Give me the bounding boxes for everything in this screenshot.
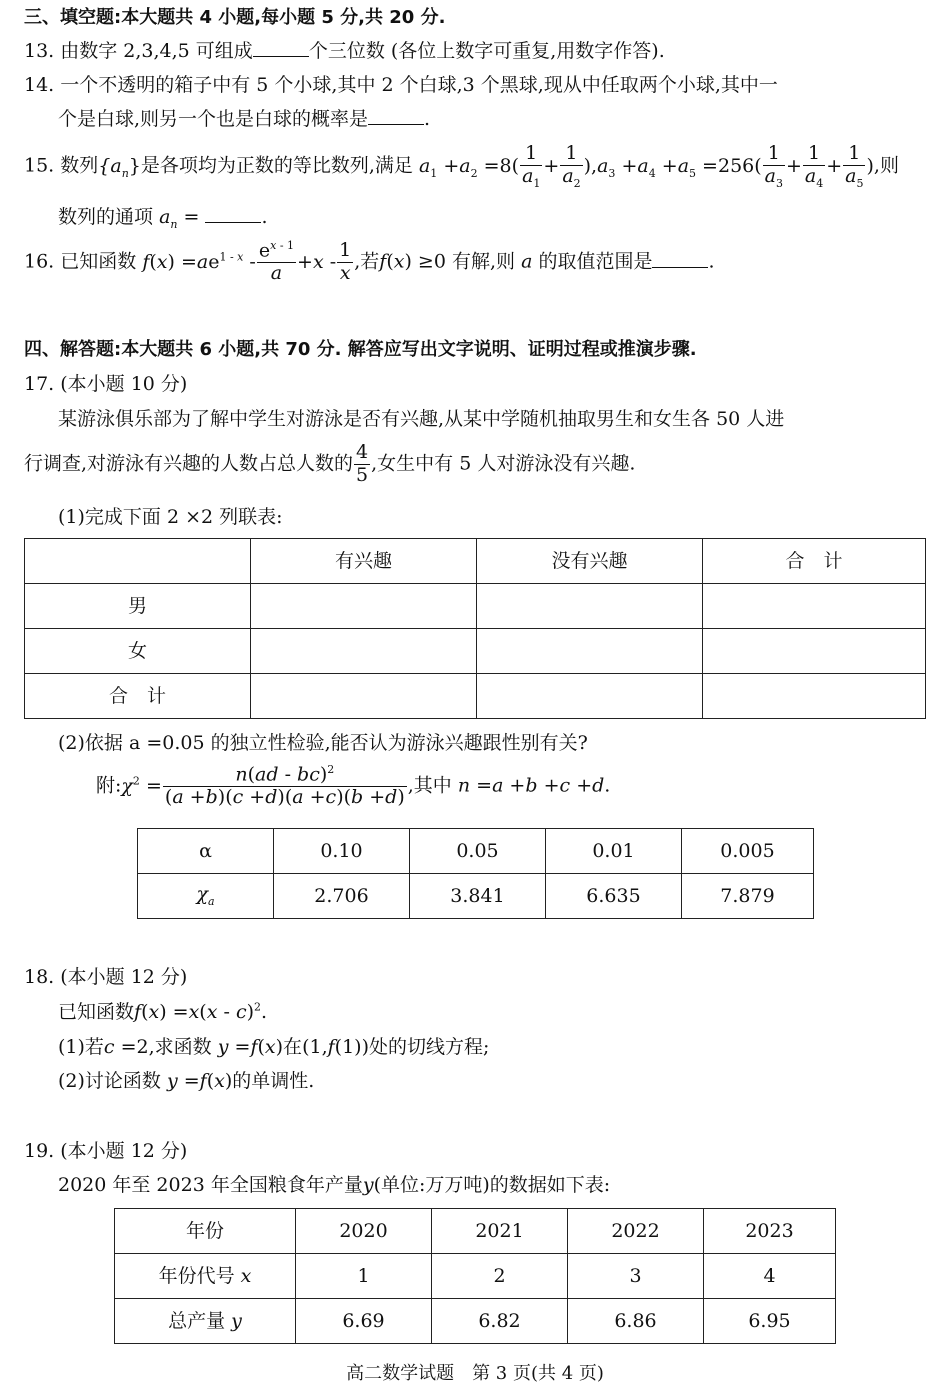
contingency-header-cell [25,539,251,584]
q17-appendix-formula [96,764,610,809]
q16-prefix: 16. 已知函数 [24,250,137,273]
row-label-text: 年份 [185,1219,224,1242]
q17-part2: (2)依据 a =0.05 的独立性检验,能否认为游泳兴趣跟性别有关? [58,732,588,754]
contingency-header-cell: 有兴趣 [251,539,477,584]
q14-end: . [424,108,431,130]
critical-value-table [137,828,814,919]
contingency-empty-cell [703,674,926,719]
q18-l3b: 的单调性. [232,1070,315,1092]
output-cell: 6.82 [432,1299,568,1344]
q15-prefix: 15. 数列 [24,154,99,177]
output-row [115,1299,836,1344]
question-15-line2 [58,205,268,232]
page-footer: 高二数学试题 第 3 页(共 4 页) [346,1363,604,1384]
q18-y-fx: y =f(x) [217,1036,284,1058]
q16-answer-blank [652,266,708,268]
code-cell: 2 [432,1254,568,1299]
row-var: y [231,1309,242,1332]
year-cell: 2023 [704,1209,836,1254]
q17-part1: (1)完成下面 2 ×2 列联表: [58,506,283,528]
contingency-row [25,674,926,719]
year-cell: 2021 [432,1209,568,1254]
chi-cell: 7.879 [682,874,814,919]
q17-title: 17. (本小题 10 分) [24,373,188,395]
output-cell: 6.86 [568,1299,704,1344]
contingency-empty-cell [703,584,926,629]
contingency-empty-cell [251,674,477,719]
q19-intro [58,1173,610,1198]
alpha-cell: 0.01 [546,829,682,874]
q13-text-a: 13. 由数字 2,3,4,5 可组成 [24,40,253,62]
n-formula: n =a +b +c +d. [457,774,611,797]
alpha-cell: 0.05 [410,829,546,874]
q14-answer-blank [368,123,424,125]
q14-text: 个是白球,则另一个也是白球的概率是 [58,108,369,130]
section4-heading: 四、解答题:本大题共 6 小题,共 70 分. 解答应写出文字说明、证明过程或推演步骤. [24,339,697,360]
q19-title: 19. (本小题 12 分) [24,1140,188,1162]
row-label-text: 总产量 [168,1309,226,1332]
q16-inequality: f(x) ≥0 [379,250,452,273]
q17-paragraph-line1: 某游泳俱乐部为了解中学生对游泳是否有兴趣,从某中学随机抽取男生和女生各 50 人进 [58,408,785,430]
question-13 [24,39,665,64]
contingency-row-label: 男 [25,584,251,629]
contingency-empty-cell [251,629,477,674]
q16-cond: ,若 [354,250,380,273]
year-row [115,1209,836,1254]
contingency-header-row [25,539,926,584]
q15-line2-text: 数列的通项 [58,206,154,228]
code-cell: 3 [568,1254,704,1299]
code-cell: 4 [704,1254,836,1299]
row-label [115,1254,296,1299]
output-cell: 6.69 [296,1299,432,1344]
alpha-cell: 0.005 [682,829,814,874]
q13-text-b: 个三位数 (各位上数字可重复,用数字作答). [308,40,665,62]
chi-label [138,874,274,919]
grain-output-table [114,1208,836,1344]
question-16 [24,240,715,285]
contingency-header-cell: 没有兴趣 [477,539,703,584]
q18-function: f(x) =x(x - c)$^2$. [134,1000,268,1023]
q18-c-value: c =2 [103,1036,149,1058]
chi-square-formula: $\chi^2$ = $\frac{n(ad - bc)^2}{(a +b)(c +d)(a +c)(b +d)}$ [121,763,405,809]
year-cell: 2022 [568,1209,704,1254]
contingency-empty-cell [477,584,703,629]
q15-answer-blank [205,221,261,223]
contingency-header-cell: 合 计 [703,539,926,584]
alpha-row [138,829,814,874]
contingency-empty-cell [703,629,926,674]
row-var: x [240,1264,252,1287]
q19-y-var: y [362,1174,374,1196]
q18-line1 [58,1000,267,1025]
chi-cell: 2.706 [274,874,410,919]
chi-symbol: χ [196,883,208,906]
contingency-row-label: 合 计 [25,674,251,719]
output-cell: 6.95 [704,1299,836,1344]
row-label-text: 年份代号 [158,1264,235,1287]
row-label [115,1209,296,1254]
q18-line1-text: 已知函数 [58,1001,135,1023]
q18-l2b: ,求函数 [148,1036,212,1058]
q16-suffix: 的取值范围是 [538,250,653,273]
q15-condition-formula: $a_1 +a_2 =8$( $\frac{1}{a_1}$ + $\frac{1}{a_2}$ )$,a_3 +a_4 +a_5 =256$( $\frac{1}{a_3}$ + $\frac{1}{a_4}$ + $\frac{1}{a_5}$ ) [418,142,874,190]
contingency-empty-cell [477,674,703,719]
q15-seq-a: {a [98,154,122,177]
contingency-row [25,584,926,629]
q15-sequence [98,154,141,180]
q18-l2a: (1)若 [58,1036,104,1058]
q18-line3 [58,1069,314,1094]
q17-paragraph-line2 [24,442,635,487]
contingency-table [24,538,926,719]
q18-l3a: (2)讨论函数 [58,1070,161,1092]
code-cell: 1 [296,1254,432,1299]
chi-subscript: a [207,895,215,909]
q18-line2 [58,1035,489,1060]
q18-l2d: 处的切线方程; [368,1036,490,1058]
question-15-line1 [24,143,899,190]
alpha-cell: 0.10 [274,829,410,874]
q18-l2c: 在 [283,1036,303,1058]
year-cell: 2020 [296,1209,432,1254]
question-14-line2 [58,107,430,132]
q13-answer-blank [253,55,309,57]
chi-cell: 3.841 [410,874,546,919]
q15-tail: ,则 [873,154,899,177]
alpha-label: α [138,829,274,874]
contingency-row-label: 女 [25,629,251,674]
q15-seq-sub: n [121,166,129,180]
section3-heading: 三、填空题:本大题共 4 小题,每小题 5 分,共 20 分. [24,7,446,28]
q15-an-sub: n [170,217,178,231]
q15-mid: 是各项均为正数的等比数列,满足 [140,154,413,177]
q19-intro-a: 2020 年至 2023 年全国粮食年产量 [58,1174,363,1196]
q18-y-fx-2: y =f(x) [166,1070,233,1092]
contingency-empty-cell [477,629,703,674]
chi-row [138,874,814,919]
contingency-row [25,629,926,674]
q17-fraction [354,442,370,487]
q17-frac-num: 4 [356,441,369,463]
appendix-label: 附: [96,774,122,797]
q16-var: a [521,250,533,273]
q19-intro-b: (单位:万万吨)的数据如下表: [373,1174,611,1196]
chi-cell: 6.635 [546,874,682,919]
question-14-line1: 14. 一个不透明的箱子中有 5 个小球,其中 2 个白球,3 个黑球,现从中任取两个小球,其中一 [24,74,778,96]
chi-tail: ,其中 [407,774,452,797]
q17-frac-den: 5 [356,463,369,486]
q16-end: . [708,250,715,273]
q15-an: a [159,206,171,228]
q15-seq-close: } [128,154,141,177]
q17-p2a: 行调查,对游泳有兴趣的人数占总人数的 [24,452,354,475]
q18-point: (1,f(1)) [302,1036,369,1058]
q16-cond2: 有解,则 [451,250,516,273]
contingency-empty-cell [251,584,477,629]
q16-function-formula: $f(x) =ae^{1 - x}$ - $\frac{e^{x - 1}}{a}$ +x - $\frac{1}{x}$ [142,239,352,285]
row-label [115,1299,296,1344]
code-row [115,1254,836,1299]
q18-title: 18. (本小题 12 分) [24,966,188,988]
q17-p2b: ,女生中有 5 人对游泳没有兴趣. [371,452,636,475]
q15-end: . [261,206,268,228]
q15-eq: = [177,206,206,228]
